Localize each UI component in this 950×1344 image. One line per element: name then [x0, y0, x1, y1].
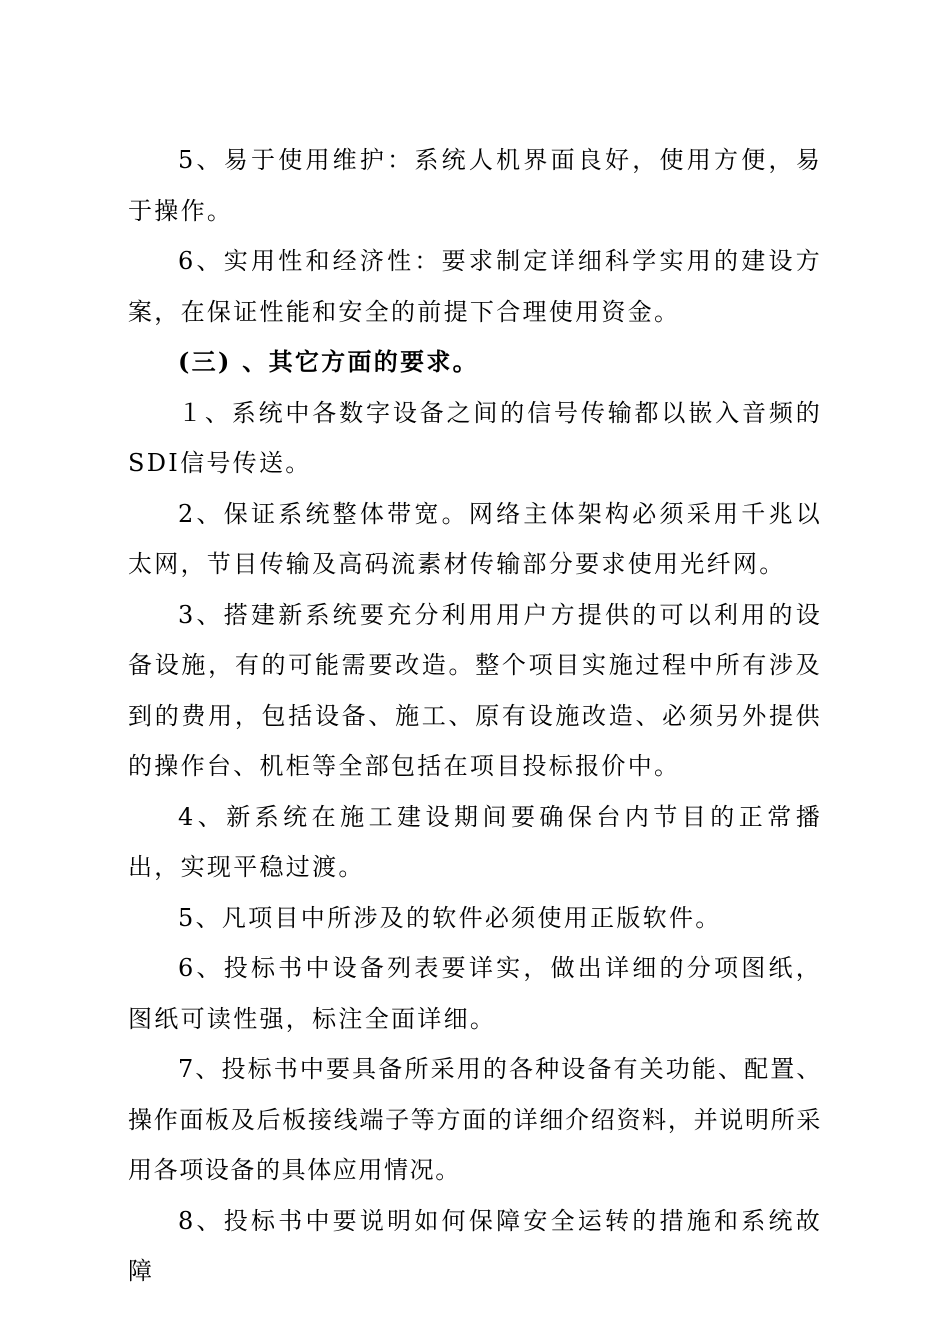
paragraph-equipment-list: 6、投标书中设备列表要详实，做出详细的分项图纸，图纸可读性强，标注全面详细。: [128, 954, 822, 1033]
paragraph-bandwidth: 2、保证系统整体带宽。网络主体架构必须采用千兆以太网，节目传输及高码流素材传输部分要求使用光纤网。: [128, 499, 822, 578]
section-heading-other-requirements: (三) 、其它方面的要求。: [178, 347, 479, 376]
paragraph-equipment-details: 7、投标书中要具备所采用的各种设备有关功能、配置、操作面板及后板接线端子等方面的详细介绍资料，并说明所采用各项设备的具体应用情况。: [128, 1055, 822, 1184]
paragraph-safety-measures: 8、投标书中要说明如何保障安全运转的措施和系统故障: [128, 1206, 822, 1285]
paragraph-usability: 5、易于使用维护：系统人机界面良好，使用方便，易于操作。: [128, 146, 822, 225]
document-body: [128, 135, 822, 1297]
paragraph-practicality: 6、实用性和经济性：要求制定详细科学实用的建设方案，在保证性能和安全的前提下合理使用资金。: [128, 247, 822, 326]
paragraph-sdi-signal: １、系统中各数字设备之间的信号传输都以嵌入音频的SDI信号传送。: [128, 398, 822, 477]
paragraph-broadcast-continuity: 4、新系统在施工建设期间要确保台内节目的正常播出，实现平稳过渡。: [128, 802, 822, 881]
paragraph-existing-facilities: 3、搭建新系统要充分利用用户方提供的可以利用的设备设施，有的可能需要改造。整个项目实施过程中所有涉及到的费用，包括设备、施工、原有设施改造、必须另外提供的操作台、机柜等全部包括在项目投标报价中。: [128, 600, 822, 780]
paragraph-licensed-software: 5、凡项目中所涉及的软件必须使用正版软件。: [178, 903, 722, 932]
